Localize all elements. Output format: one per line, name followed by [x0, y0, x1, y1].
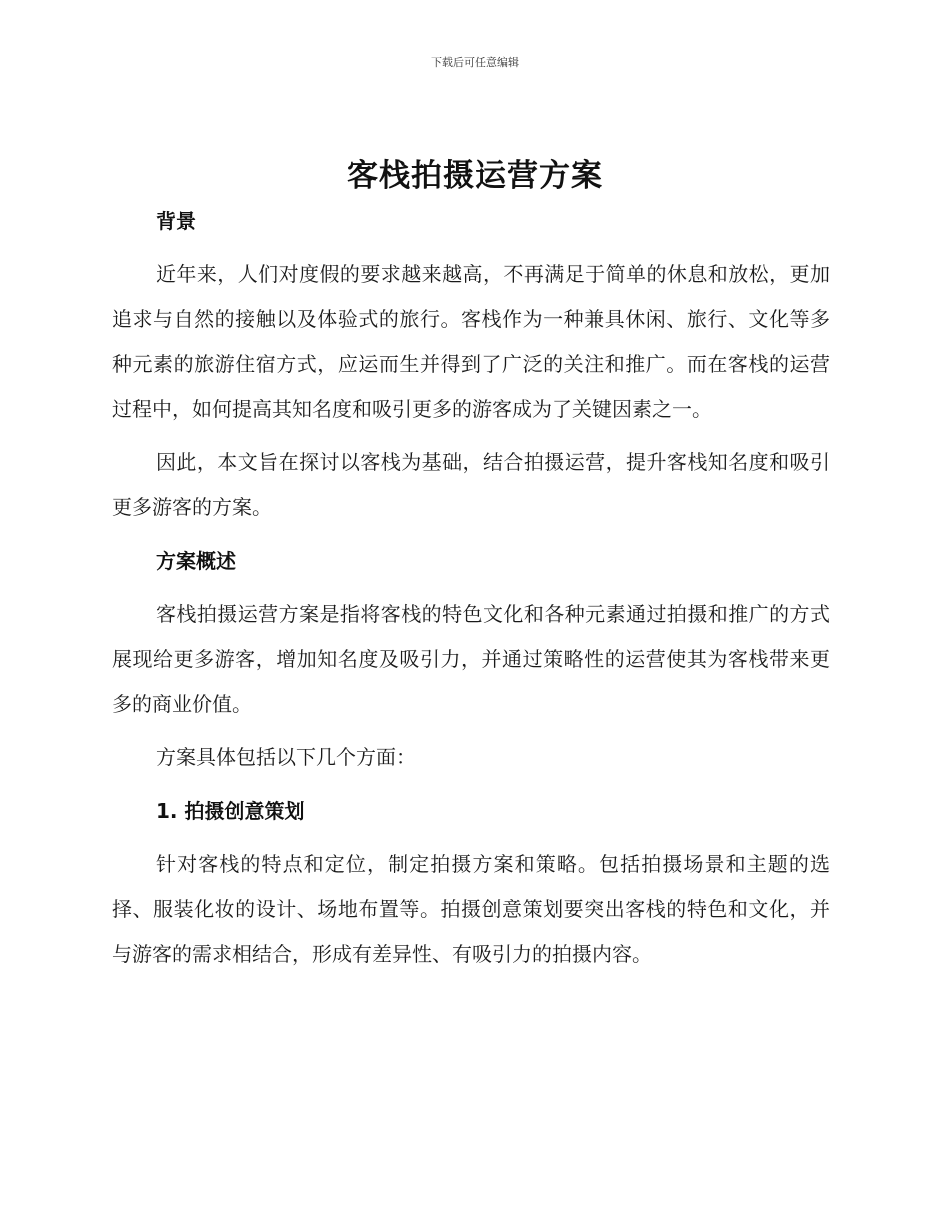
document-title: 客栈拍摄运营方案	[347, 158, 603, 194]
paragraph-item-1: 针对客栈的特点和定位，制定拍摄方案和策略。包括拍摄场景和主题的选择、服装化妆的设计、场地布置等。拍摄创意策划要突出客栈的特色和文化，并与游客的需求相结合，形成有差异性、有吸引力的拍摄内容。	[112, 852, 830, 966]
section-heading-item-1: 1. 拍摄创意策划	[156, 799, 305, 823]
section-heading-overview: 方案概述	[156, 549, 236, 573]
header-note: 下载后可任意编辑	[431, 56, 519, 69]
paragraph-overview-1: 客栈拍摄运营方案是指将客栈的特色文化和各种元素通过拍摄和推广的方式展现给更多游客，增加知名度及吸引力，并通过策略性的运营使其为客栈带来更多的商业价值。	[112, 602, 830, 716]
paragraph-overview-2: 方案具体包括以下几个方面：	[156, 745, 416, 769]
document-body	[112, 204, 830, 977]
paragraph-background-1: 近年来，人们对度假的要求越来越高，不再满足于简单的休息和放松，更加追求与自然的接触以及体验式的旅行。客栈作为一种兼具休闲、旅行、文化等多种元素的旅游住宿方式，应运而生并得到了广泛的关注和推广。而在客栈的运营过程中，如何提高其知名度和吸引更多的游客成为了关键因素之一。	[112, 262, 830, 421]
paragraph-background-2: 因此，本文旨在探讨以客栈为基础，结合拍摄运营，提升客栈知名度和吸引更多游客的方案。	[112, 450, 830, 519]
section-heading-background: 背景	[156, 209, 196, 233]
